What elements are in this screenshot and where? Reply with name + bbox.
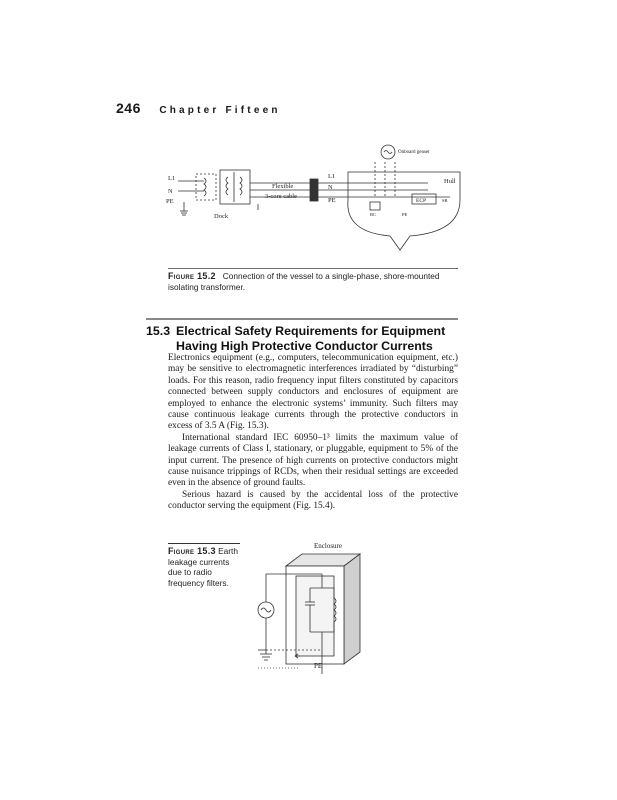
figure-15-3-caption [168, 546, 244, 588]
paragraph-3: Serious hazard is caused by the accidental loss of the protective conductor serving the equipment (Fig. 15.4). [168, 489, 458, 512]
page-number: 246 [116, 100, 141, 116]
chapter-title: Chapter Fifteen [159, 105, 281, 116]
figure-15-2-rule [168, 268, 458, 269]
label-pe-left: PE [166, 198, 174, 205]
label-flexible: Flexible [272, 183, 294, 190]
section-body [168, 353, 458, 513]
label-hull: Hull [444, 178, 456, 185]
paragraph-2: International standard IEC 60950–1³ limits the maximum value of leakage currents of Class I, stationary, or pluggable, equipment to 5% of the input current. The presence of high currents on protective conductors might cause nuisance trippings of RCDs, when their residual settings are exceeded even in the absence of ground faults. [168, 432, 458, 489]
figure-15-2-diagram [160, 140, 480, 258]
label-pe-right: PE [328, 197, 336, 204]
running-header [116, 100, 281, 118]
label-dock: Dock [214, 213, 229, 220]
section-rule [146, 318, 458, 320]
label-pe-small: PE [402, 212, 408, 217]
label-pe: PE [314, 662, 323, 670]
paragraph-1: Electronics equipment (e.g., computers, telecommunication equipment, etc.) may be sensitive to electromagnetic interferences irradiated by “disturbing” loads. For this reason, radio frequency input filters constituted by capacitors connected between supply conductors and enclosures of equipment are employed to enhance the electronic systems’ immunity. Such filters may cause continuous leakage currents through the protective conductors in excess of 3.5 A (Fig. 15.3). [168, 353, 458, 432]
label-enclosure: Enclosure [314, 542, 342, 550]
figure-15-2-label: Figure 15.2 [168, 271, 216, 281]
label-n-left: N [168, 188, 173, 195]
section-heading [146, 324, 476, 354]
figure-15-3-label: Figure 15.3 [168, 546, 216, 556]
label-sb: SB [442, 198, 448, 203]
label-ecp: ECP [416, 198, 427, 204]
label-n-right: N [328, 184, 333, 191]
section-title-line1: Electrical Safety Requirements for Equipment [176, 324, 446, 338]
label-cable: 3-core cable [265, 193, 297, 200]
label-onboard-genset: Onboard genset [398, 150, 430, 155]
figure-15-3-diagram [250, 538, 390, 680]
figure-15-3-text: Earth leakage currents due to radio frequency filters. [168, 546, 238, 588]
label-l1-left: L1 [168, 175, 176, 182]
label-l1-right: L1 [328, 173, 336, 180]
label-bc: BC [370, 212, 377, 217]
section-title-line2: Having High Protective Conductor Currents [176, 339, 433, 353]
figure-15-2-caption [168, 271, 458, 292]
figure-15-2-text: Connection of the vessel to a single-phase, shore-mounted isolating transformer. [168, 271, 440, 292]
section-number: 15.3 [146, 324, 171, 338]
figure-15-3-rule [168, 543, 240, 544]
